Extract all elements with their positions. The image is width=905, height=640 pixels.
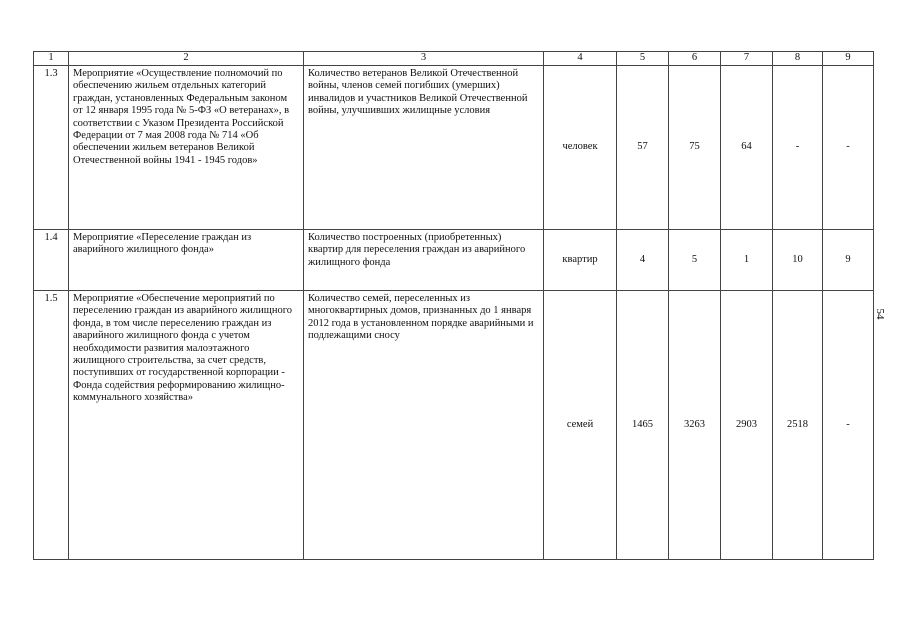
value-cell: 5 [669, 230, 721, 291]
value-cell: - [773, 66, 823, 230]
row-number: 1.5 [34, 291, 69, 560]
value-cell: 4 [617, 230, 669, 291]
indicator-cell: Количество ветеранов Великой Отечественной войны, членов семей погибших (умерших) инвалидов и участников Великой Отечественной войны, улучшивших жилищные условия [304, 66, 544, 230]
unit-cell: семей [544, 291, 617, 560]
table-row [34, 230, 874, 291]
header-row [34, 52, 874, 66]
value-cell: 64 [721, 66, 773, 230]
value-cell: 57 [617, 66, 669, 230]
value-cell: 75 [669, 66, 721, 230]
indicator-cell: Количество семей, переселенных из многоквартирных домов, признанных до 1 января 2012 года в установленном порядке аварийными и подлежащими сносу [304, 291, 544, 560]
header-cell: 9 [823, 52, 874, 66]
page-number: 54 [874, 308, 886, 320]
header-cell: 1 [34, 52, 69, 66]
row-number: 1.4 [34, 230, 69, 291]
header-cell: 6 [669, 52, 721, 66]
unit-cell: квартир [544, 230, 617, 291]
value-cell: 1 [721, 230, 773, 291]
table-row [34, 66, 874, 230]
value-cell: 1465 [617, 291, 669, 560]
table-row [34, 291, 874, 560]
row-number: 1.3 [34, 66, 69, 230]
indicator-cell: Количество построенных (приобретенных) квартир для переселения граждан из аварийного жилищного фонда [304, 230, 544, 291]
value-cell: 10 [773, 230, 823, 291]
indicators-table [33, 51, 874, 560]
header-cell: 8 [773, 52, 823, 66]
header-cell: 2 [69, 52, 304, 66]
value-cell: 3263 [669, 291, 721, 560]
value-cell: 2903 [721, 291, 773, 560]
value-cell: - [823, 291, 874, 560]
unit-cell: человек [544, 66, 617, 230]
activity-cell: Мероприятие «Осуществление полномочий по обеспечению жильем отдельных категорий граждан, установленных Федеральным законом от 12 января 1995 года № 5-ФЗ «О ветеранах», в соответствии с Указом Президента Российской Федерации от 7 мая 2008 года № 714 «Об обеспечении жильем ветеранов Великой Отечественной войны 1941 - 1945 годов» [69, 66, 304, 230]
value-cell: - [823, 66, 874, 230]
activity-cell: Мероприятие «Обеспечение мероприятий по переселению граждан из аварийного жилищного фонда, в том числе переселению граждан из аварийного жилищного фонда с учетом необходимости развития малоэтажного жилищного строительства, за счет средств, поступивших от государственной корпорации - Фонда содействия реформированию жилищно-коммунального хозяйства» [69, 291, 304, 560]
activity-cell: Мероприятие «Переселение граждан из аварийного жилищного фонда» [69, 230, 304, 291]
value-cell: 9 [823, 230, 874, 291]
header-cell: 4 [544, 52, 617, 66]
header-cell: 5 [617, 52, 669, 66]
value-cell: 2518 [773, 291, 823, 560]
header-cell: 7 [721, 52, 773, 66]
header-cell: 3 [304, 52, 544, 66]
